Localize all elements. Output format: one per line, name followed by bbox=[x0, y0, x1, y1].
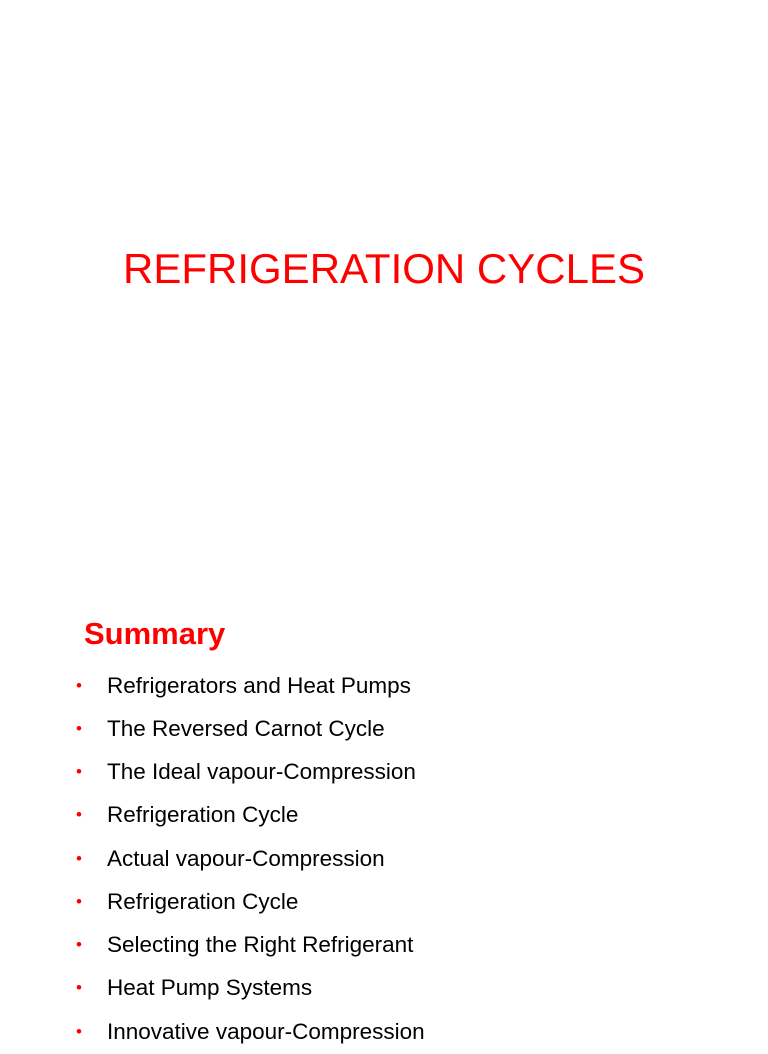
list-item-text: Refrigeration Cycle bbox=[107, 889, 299, 914]
bullet-icon: • bbox=[76, 1022, 82, 1041]
page-title: REFRIGERATION CYCLES bbox=[123, 245, 645, 292]
bullet-icon: • bbox=[76, 719, 82, 738]
bullet-icon: • bbox=[76, 978, 82, 997]
list-item-text: Refrigerators and Heat Pumps bbox=[107, 673, 411, 698]
bullet-icon: • bbox=[76, 676, 82, 695]
bullet-icon: • bbox=[76, 762, 82, 781]
list-item-text: Innovative vapour-Compression bbox=[107, 1019, 425, 1044]
list-item-text: The Ideal vapour-Compression bbox=[107, 759, 416, 784]
bullet-icon: • bbox=[76, 849, 82, 868]
bullet-icon: • bbox=[76, 935, 82, 954]
list-item-text: The Reversed Carnot Cycle bbox=[107, 716, 385, 741]
bullet-icon: • bbox=[76, 805, 82, 824]
list-item-text: Heat Pump Systems bbox=[107, 975, 313, 1000]
list-item-text: Actual vapour-Compression bbox=[107, 846, 385, 871]
bullet-icon: • bbox=[76, 892, 82, 911]
list-item-text: Selecting the Right Refrigerant bbox=[107, 932, 414, 957]
summary-heading: Summary bbox=[84, 616, 226, 651]
list-item-text: Refrigeration Cycle bbox=[107, 802, 299, 827]
